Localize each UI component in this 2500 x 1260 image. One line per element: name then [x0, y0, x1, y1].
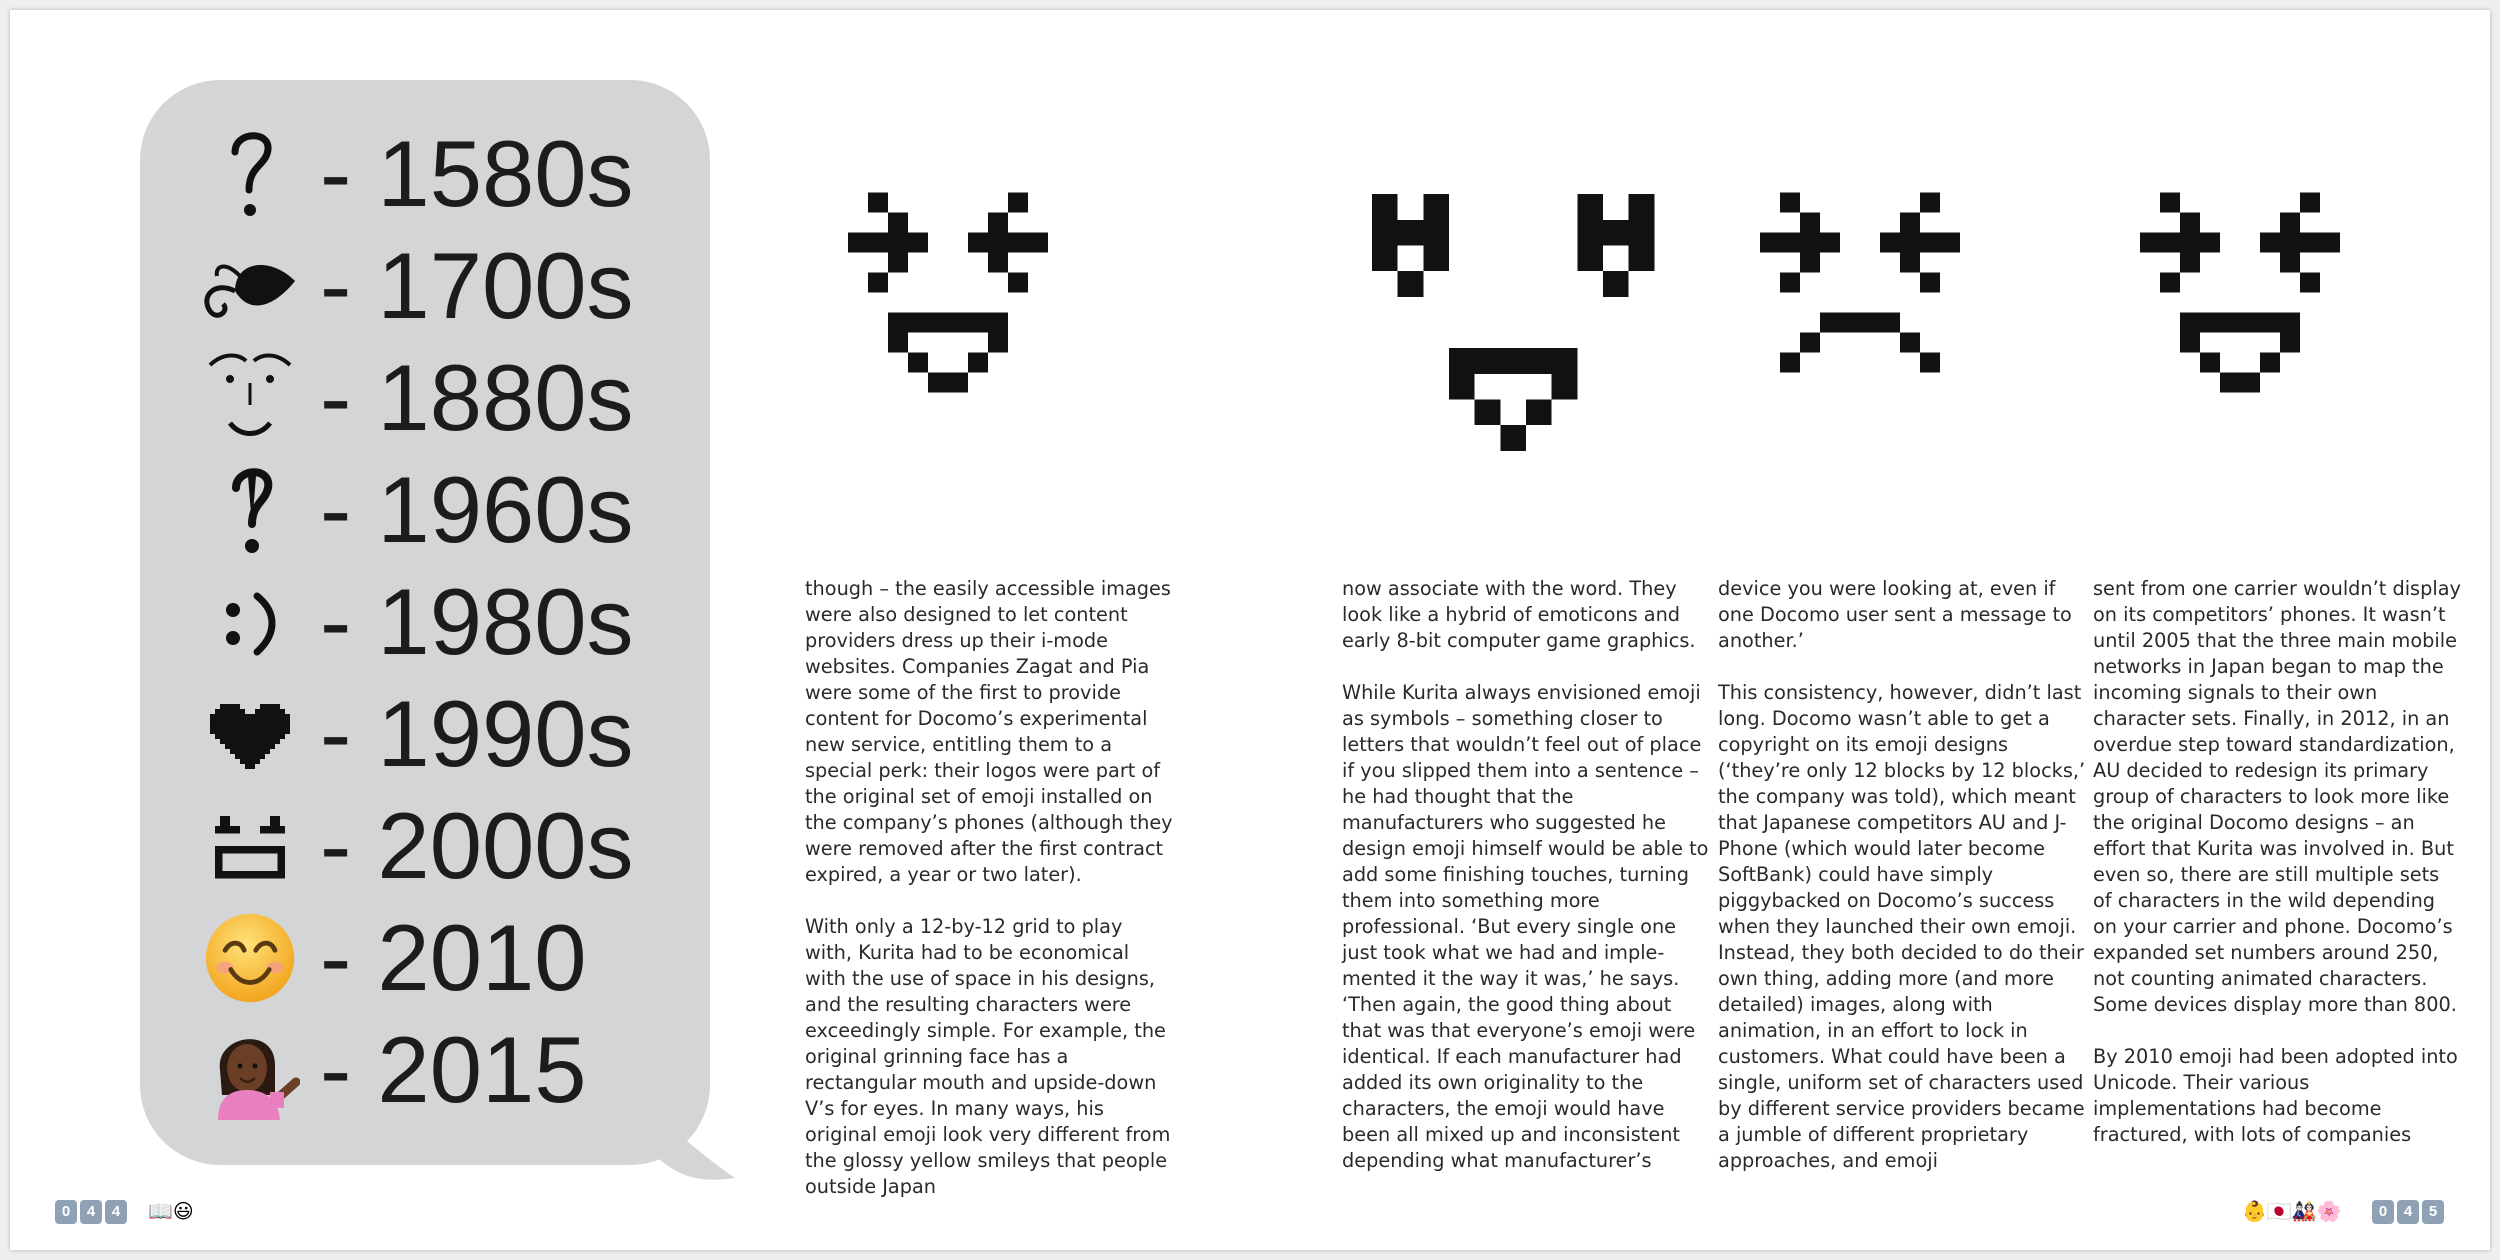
question-mark-icon: [190, 118, 310, 230]
timeline-row: [190, 454, 690, 566]
timeline-row: [190, 118, 690, 230]
paragraph: This consistency, however, didn’t last long. Docomo wasn’t able to get a copyright on its emoji designs (‘they’re only 12 blocks by 12 blocks,’ the company was told), which meant that Japanese competitors AU and J-Phone (which would later become SoftBank) could have simply piggybacked on Docomo’s success when they launched their own emoji. Instead, they both decided to do their own thing, adding more (and more detailed) images, along with animation, in an effort to lock in customers. What could have been a single, uniform set of characters used by different service providers became a jumble of different proprietary approaches, and emoji: [1718, 681, 2086, 1172]
grinning-pixel-face-icon: [848, 190, 1128, 455]
timeline-label: - 2010: [320, 905, 587, 1010]
timeline-row: [190, 566, 690, 678]
left-page-number: [55, 1200, 127, 1224]
left-footer-emoji: 📖😃: [148, 1201, 194, 1223]
timeline-label: - 1980s: [320, 569, 634, 674]
paragraph: While Kurita always envisioned emoji as symbols – something closer to letters that wouldn’t feel out of place if you slipped them into a sentence – he had thought that the manufacturers who suggested he design emoji himself would be able to add some finishing touches, turning them into something more professional. ‘But every single one just took what we had and imple-mented it the way it was,’ he says. ‘Then again, the good thing about that was that everyone’s emoji were identical. If each manufacturer had added its own originality to the characters, the emoji would have been all mixed up and inconsistent depending what manufacturer’s: [1342, 681, 1709, 1172]
timeline-row: [190, 230, 690, 342]
timeline-label: - 2000s: [320, 793, 634, 898]
timeline-row: [190, 790, 690, 902]
page-digit: 5: [2422, 1200, 2444, 1224]
paragraph: device you were looking at, even if one Docomo user sent a message to another.’: [1718, 577, 2072, 652]
timeline-row: [190, 902, 690, 1014]
right-footer-emoji: 👶🇯🇵🎎🌸: [2242, 1201, 2342, 1223]
text-column-3: [1718, 576, 2088, 1200]
timeline-label: - 1580s: [320, 121, 634, 226]
page-digit: 0: [2372, 1200, 2394, 1224]
timeline-row: [190, 1014, 690, 1126]
symbol-timeline: [190, 118, 690, 1126]
grinning-pixel-face-icon: [2140, 190, 2420, 455]
text-column-1: [805, 576, 1175, 1226]
timeline-label: - 1960s: [320, 457, 634, 562]
fleuron-icon: [190, 230, 310, 342]
timeline-row: [190, 678, 690, 790]
emoticon-smile-icon: [190, 566, 310, 678]
page-digit: 4: [2397, 1200, 2419, 1224]
timeline-label: - 2015: [320, 1017, 587, 1122]
paragraph: sent from one carrier wouldn’t display on its competitors’ phones. It wasn’t until 2005 that the three main mobile networks in Japan began to map the incoming signals to their own character sets. Finally, in 2012, in an overdue step toward standardization, AU decided to redesign its primary group of characters to look more like the original Docomo designs – an effort that Kurita was involved in. But even so, there are still multiple sets of characters in the wild depending on your carrier and phone. Docomo’s expanded set numbers around 250, not counting animated characters. Some devices display more than 800.: [2093, 577, 2461, 1016]
paragraph: though – the easily accessible images were also designed to let content providers dress up their i-mode websites. Companies Zagat and Pia were some of the first to provide content for Docomo’s experimental new service, entitling them to a special perk: their logos were part of the original set of emoji installed on the company’s phones (although they were removed after the first contract expired, a year or two later).: [805, 577, 1173, 886]
smiling-face-emoji-icon: [190, 902, 310, 1014]
paragraph: By 2010 emoji had been adopted into Unicode. Their various implementations had become fractured, with lots of companies: [2093, 1045, 2458, 1146]
timeline-label: - 1990s: [320, 681, 634, 786]
interrobang-icon: [190, 454, 310, 566]
timeline-label: - 1880s: [320, 345, 634, 450]
book-spread: [10, 10, 2490, 1250]
pixel-face-icon: [190, 790, 310, 902]
page-digit: 4: [105, 1200, 127, 1224]
pixel-heart-icon: [190, 678, 310, 790]
typographic-face-icon: [190, 342, 310, 454]
frowning-pixel-face-icon: [1760, 190, 2040, 455]
heart-eyes-pixel-face-icon: [1372, 190, 1680, 455]
information-desk-person-emoji-icon: [190, 1014, 310, 1126]
timeline-row: [190, 342, 690, 454]
right-page-number: [2372, 1200, 2444, 1224]
text-column-2: [1342, 576, 1712, 1200]
page-digit: 0: [55, 1200, 77, 1224]
text-column-4: [2093, 576, 2463, 1174]
paragraph: With only a 12-by-12 grid to play with, Kurita had to be economical with the use of space in his designs, and the resulting characters were exceedingly simple. For example, the original grinning face has a rectangular mouth and upside-down V’s for eyes. In many ways, his original emoji look very different from the glossy yellow smileys that people outside Japan: [805, 915, 1171, 1198]
paragraph: now associate with the word. They look like a hybrid of emoticons and early 8-bit computer game graphics.: [1342, 577, 1696, 652]
timeline-label: - 1700s: [320, 233, 634, 338]
page-digit: 4: [80, 1200, 102, 1224]
